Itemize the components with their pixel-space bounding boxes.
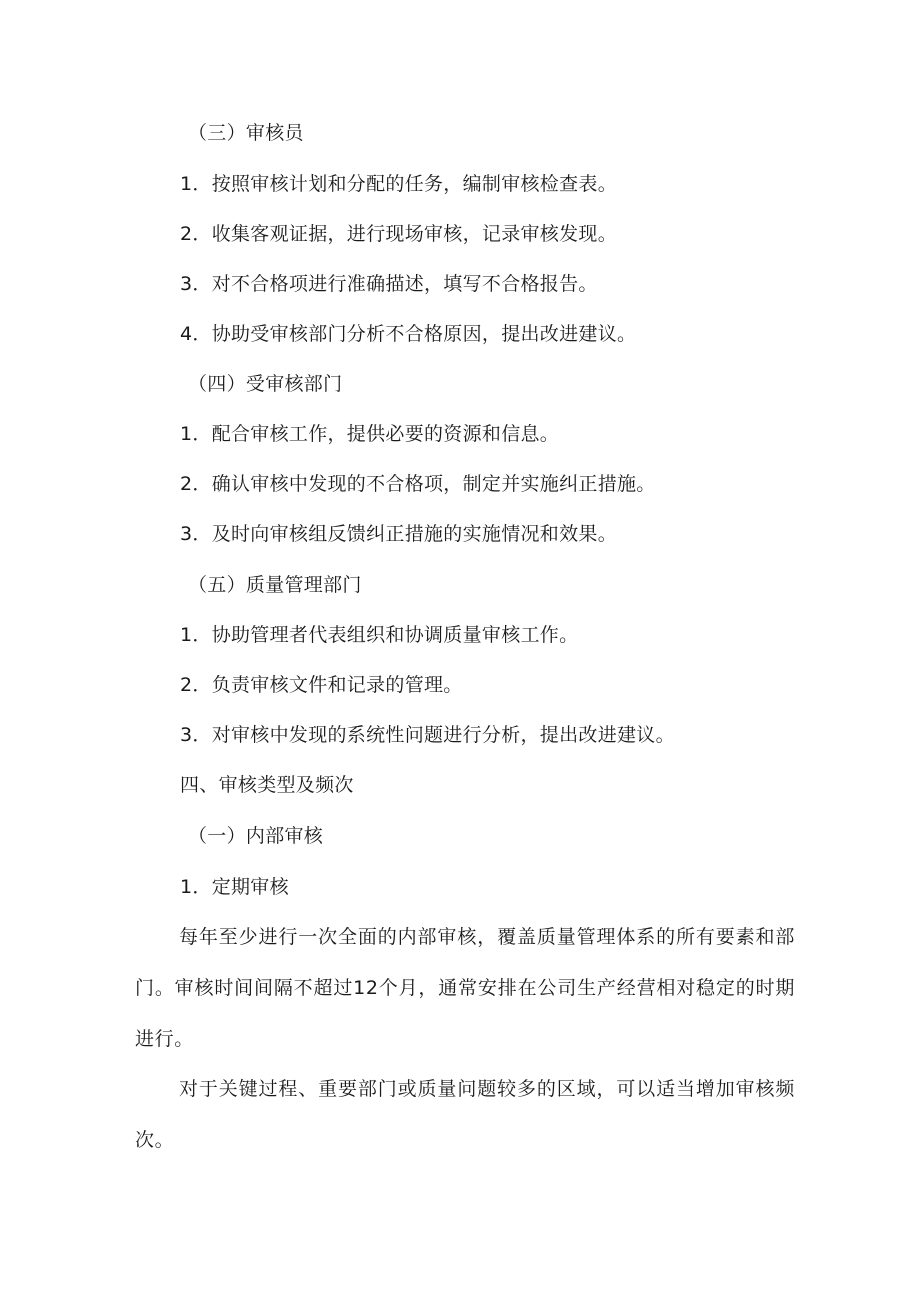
list-item: 2．确认审核中发现的不合格项，制定并实施纠正措施。 — [180, 473, 656, 495]
list-item: 1．配合审核工作，提供必要的资源和信息。 — [180, 423, 560, 445]
list-item: 3．对不合格项进行准确描述，填写不合格报告。 — [180, 273, 598, 295]
item-heading-periodic-audit: 1．定期审核 — [180, 876, 289, 898]
list-item: 2．收集客观证据，进行现场审核，记录审核发现。 — [180, 223, 617, 245]
list-item: 1．按照审核计划和分配的任务，编制审核检查表。 — [180, 173, 617, 195]
section-heading-audited-dept: （四）受审核部门 — [188, 373, 343, 395]
list-item: 3．及时向审核组反馈纠正措施的实施情况和效果。 — [180, 523, 617, 545]
body-paragraph: 对于关键过程、重要部门或质量问题较多的区域，可以适当增加审核频次。 — [135, 1078, 795, 1151]
list-item: 2．负责审核文件和记录的管理。 — [180, 674, 463, 696]
chapter-heading: 四、审核类型及频次 — [180, 774, 354, 796]
subsection-heading-internal-audit: （一）内部审核 — [188, 825, 324, 847]
list-item: 4．协助受审核部门分析不合格原因，提出改进建议。 — [180, 323, 637, 345]
list-item: 1．协助管理者代表组织和协调质量审核工作。 — [180, 624, 579, 646]
body-paragraph: 每年至少进行一次全面的内部审核，覆盖质量管理体系的所有要素和部门。审核时间间隔不超过12个月，通常安排在公司生产经营相对稳定的时期进行。 — [135, 926, 795, 1050]
section-heading-auditor: （三）审核员 — [188, 122, 304, 144]
list-item: 3．对审核中发现的系统性问题进行分析，提出改进建议。 — [180, 724, 675, 746]
section-heading-quality-dept: （五）质量管理部门 — [188, 574, 362, 596]
